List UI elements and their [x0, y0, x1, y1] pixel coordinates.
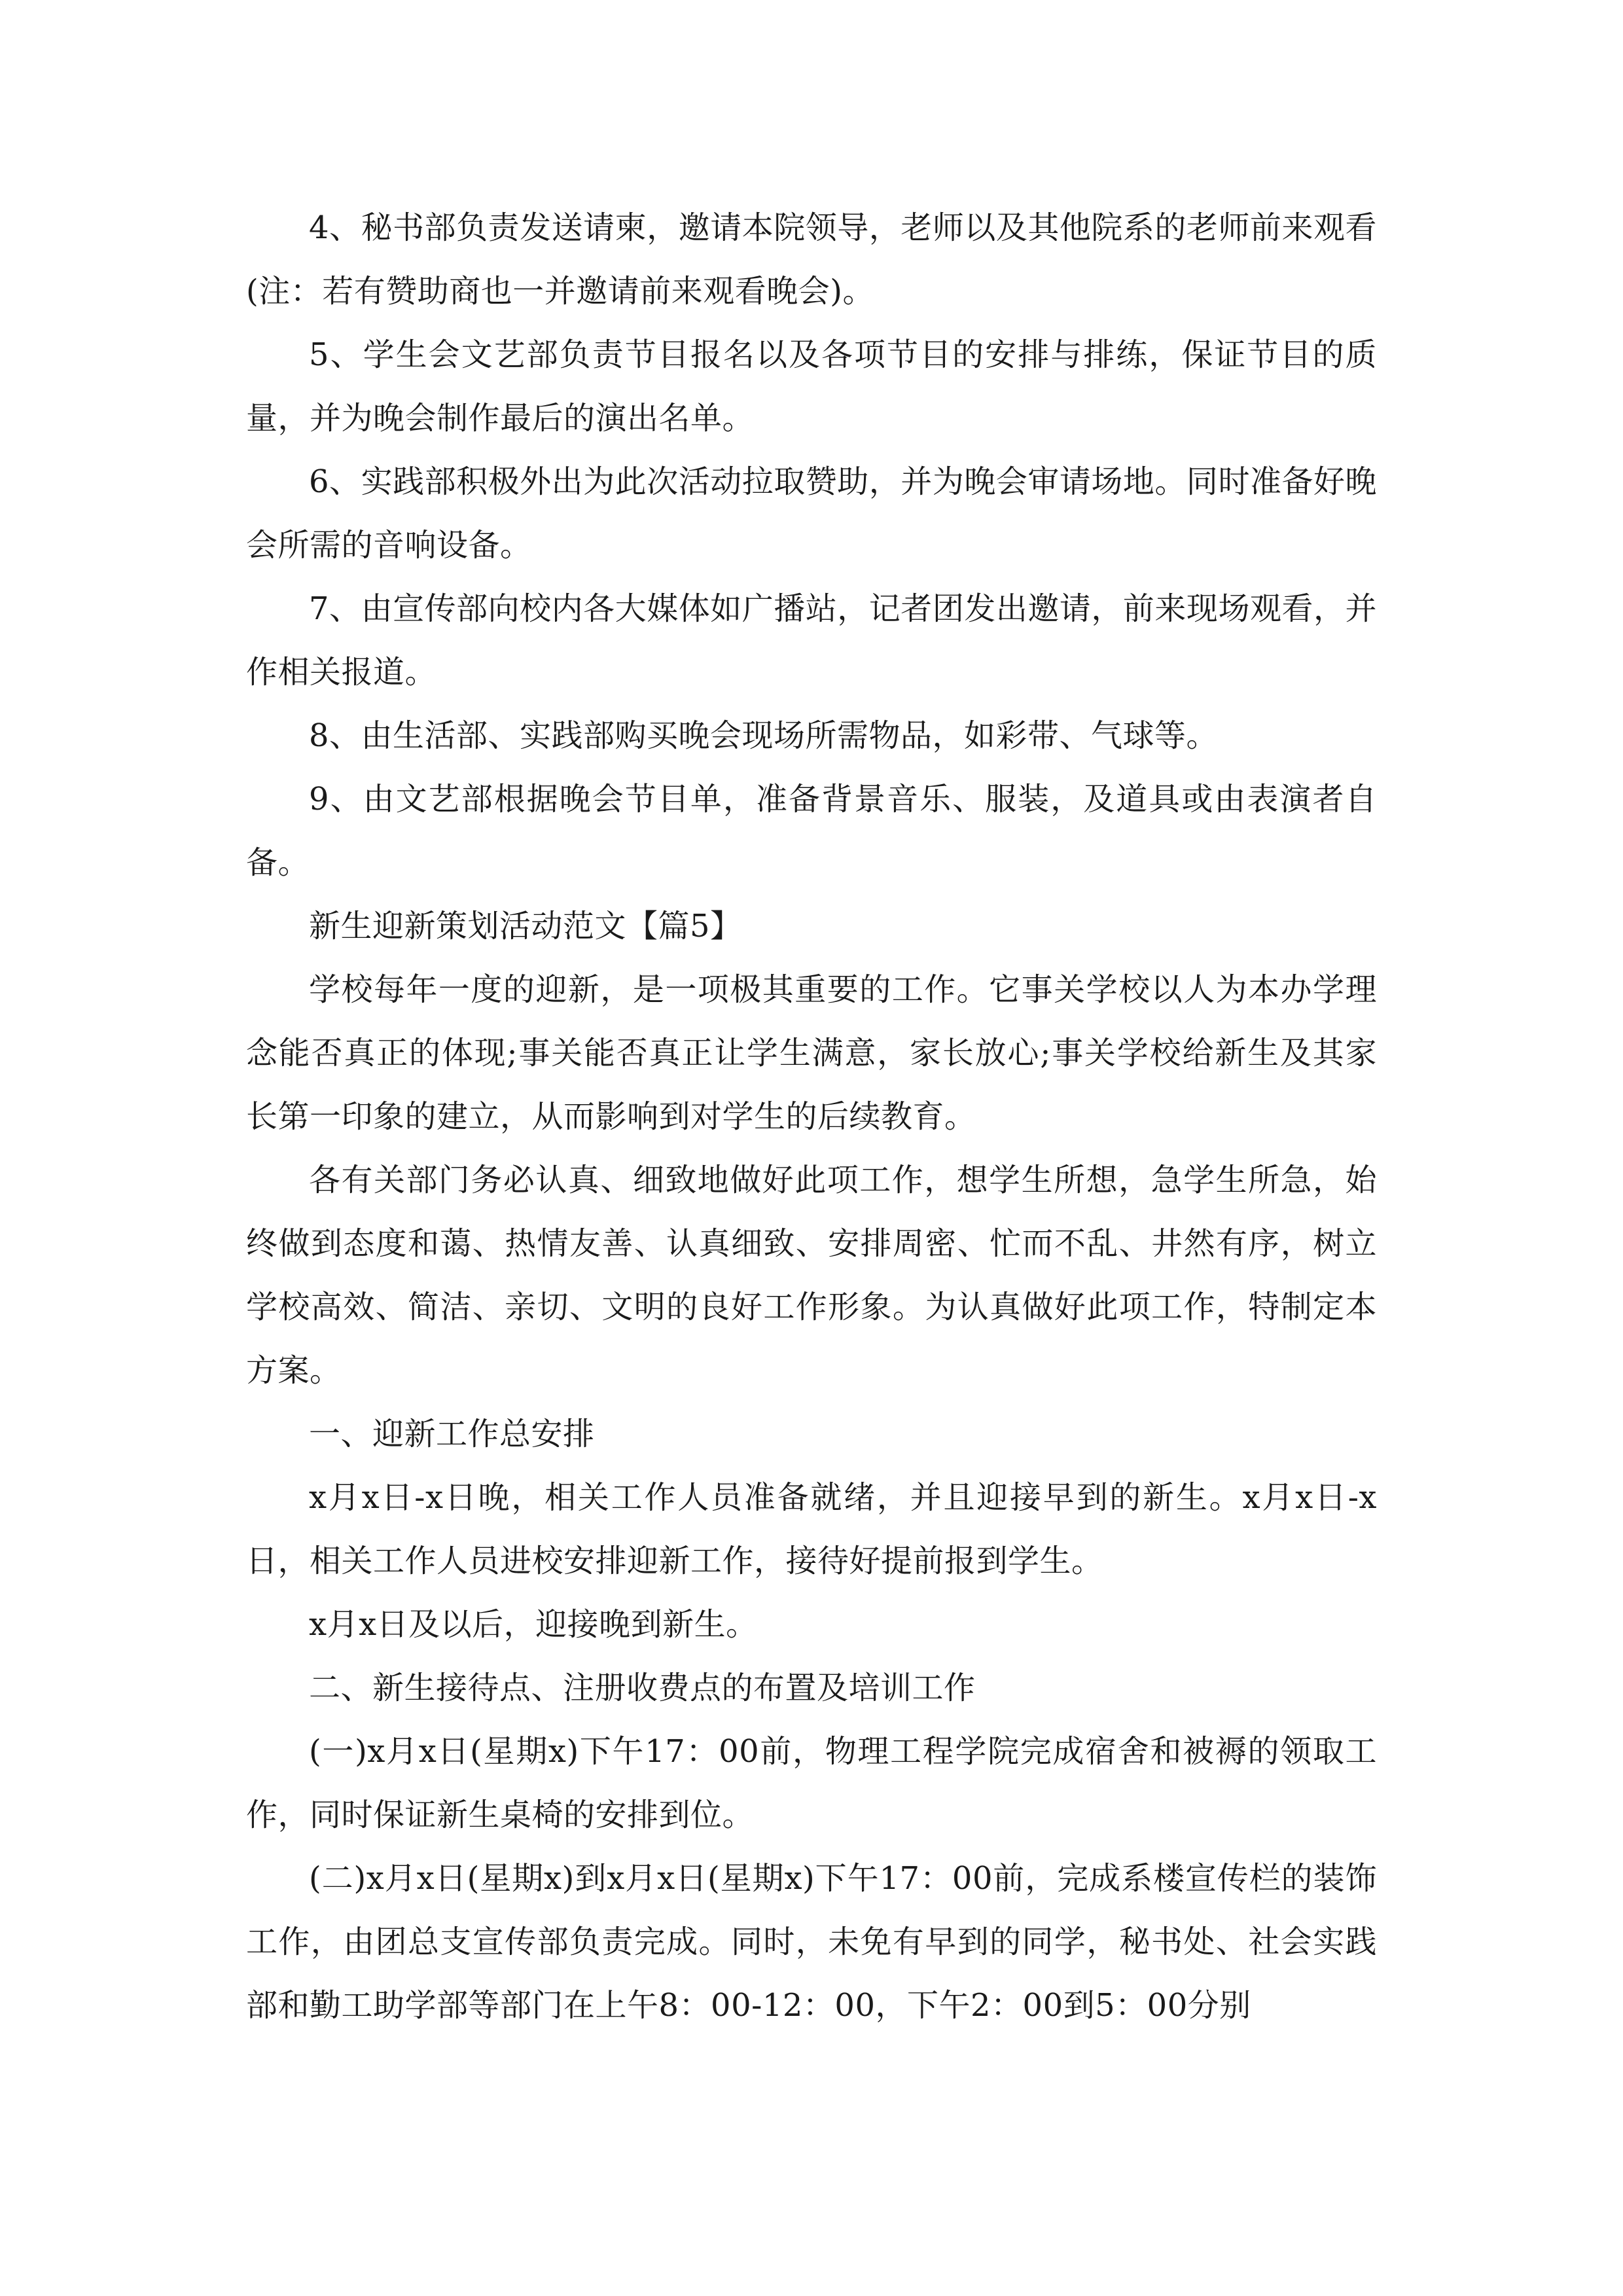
paragraph-item-4: 4、秘书部负责发送请柬，邀请本院领导，老师以及其他院系的老师前来观看(注：若有赞助商也一并邀请前来观看晚会)。 — [246, 209, 1377, 310]
heading-general-arrangement: 一、迎新工作总安排 — [309, 1416, 595, 1452]
paragraph-item-6: 6、实践部积极外出为此次活动拉取赞助，并为晚会审请场地。同时准备好晚会所需的音响设备。 — [246, 463, 1377, 564]
schedule-paragraph: x月x日-x日晚，相关工作人员准备就绪，并且迎接早到的新生。x月x日-x日，相关工作人员进校安排迎新工作，接待好提前报到学生。 — [246, 1479, 1377, 1579]
heading-reception-setup: 二、新生接待点、注册收费点的布置及培训工作 — [309, 1670, 976, 1706]
requirements-paragraph: 各有关部门务必认真、细致地做好此项工作，想学生所想，急学生所急，始终做到态度和蔼、热情友善、认真细致、安排周密、忙而不乱、井然有序，树立学校高效、简洁、亲切、文明的良好工作形象。为认真做好此项工作，特制定本方案。 — [246, 1162, 1377, 1389]
paragraph-item-7: 7、由宣传部向校内各大媒体如广播站，记者团发出邀请，前来现场观看，并作相关报道。 — [246, 590, 1377, 691]
section-title: 新生迎新策划活动范文【篇5】 — [309, 908, 742, 944]
setup-item-2: (二)x月x日(星期x)到x月x日(星期x)下午17：00前，完成系楼宣传栏的装饰工作，由团总支宣传部负责完成。同时，未免有早到的同学，秘书处、社会实践部和勤工助学部等部门在上午8：00-12：00，下午2：00到5：00分别 — [246, 1860, 1377, 2024]
paragraph-item-8: 8、由生活部、实践部购买晚会现场所需物品，如彩带、气球等。 — [309, 717, 1219, 754]
late-arrival-paragraph: x月x日及以后，迎接晚到新生。 — [309, 1606, 758, 1643]
paragraph-item-9: 9、由文艺部根据晚会节目单，准备背景音乐、服装，及道具或由表演者自备。 — [246, 781, 1377, 881]
intro-paragraph: 学校每年一度的迎新，是一项极其重要的工作。它事关学校以人为本办学理念能否真正的体现;事关能否真正让学生满意，家长放心;事关学校给新生及其家长第一印象的建立，从而影响到对学生的后续教育。 — [246, 971, 1377, 1135]
setup-item-1: (一)x月x日(星期x)下午17：00前，物理工程学院完成宿舍和被褥的领取工作，同时保证新生桌椅的安排到位。 — [246, 1733, 1377, 1833]
document-body — [246, 196, 1377, 2037]
paragraph-item-5: 5、学生会文艺部负责节目报名以及各项节目的安排与排练，保证节目的质量，并为晚会制作最后的演出名单。 — [246, 336, 1377, 437]
